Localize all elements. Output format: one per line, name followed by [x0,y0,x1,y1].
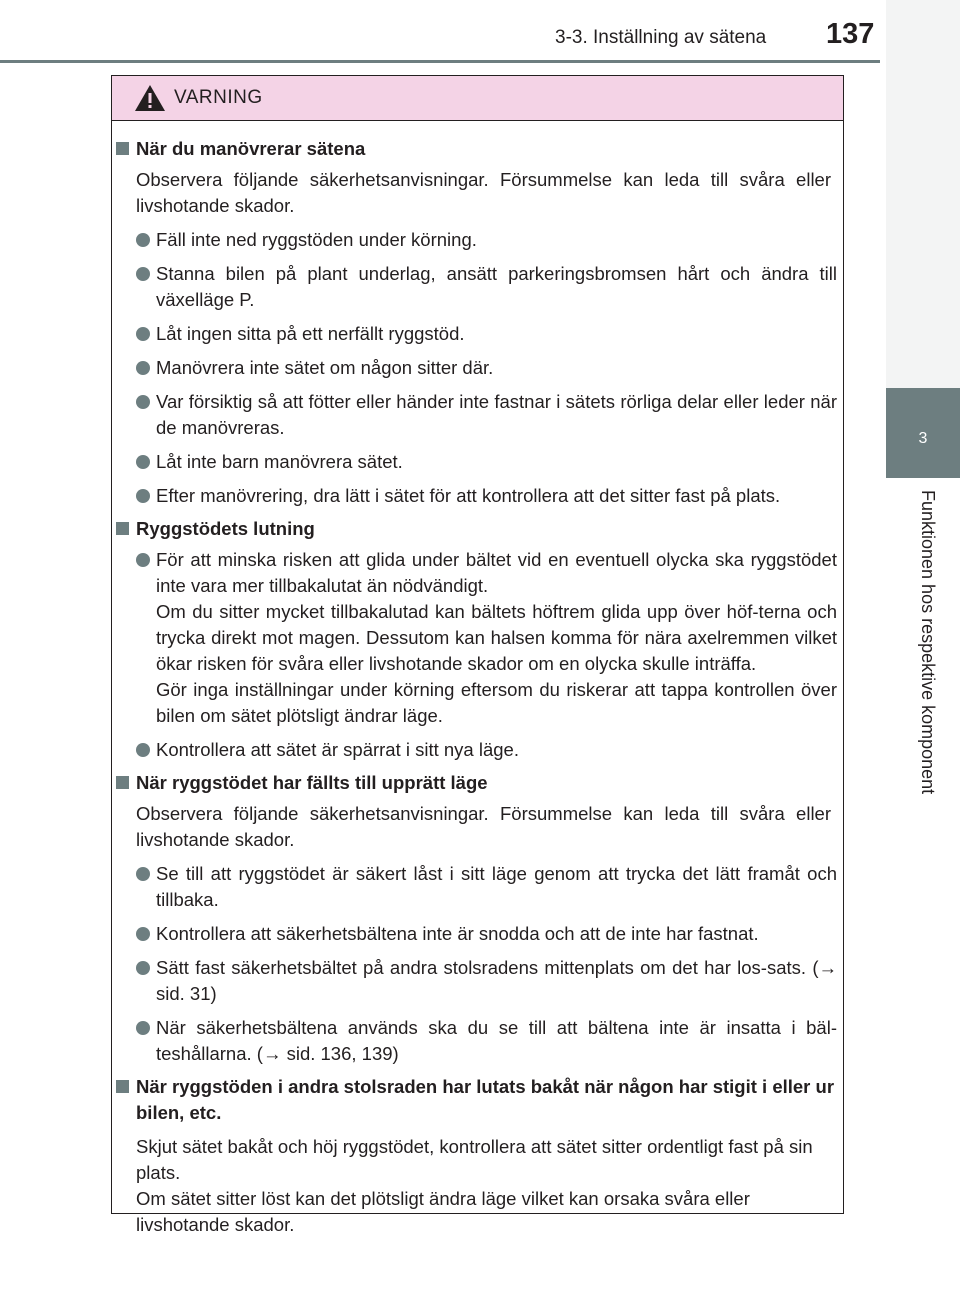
section-intro: Observera följande säkerhetsanvisningar. Försummelse kan leda till svåra eller livshotande skador. [136,803,831,850]
section-intro: Observera följande säkerhetsanvisningar. Försummelse kan leda till svåra eller livshotande skador. [136,169,831,216]
chapter-number: 3 [918,430,928,447]
square-bullet-icon [116,1080,129,1093]
side-tab-background [886,0,960,388]
round-bullet-icon [136,395,150,409]
square-bullet-icon [116,142,129,155]
section-heading: När du manövrerar sätena [112,136,837,162]
round-bullet-icon [136,267,150,281]
page-number: 137 [826,18,875,50]
warning-box [111,75,844,1235]
list-item: Se till att ryggstödet är säkert låst i sitt läge genom att trycka det lätt framåt och tillbaka. [112,861,837,913]
list-item: Manövrera inte sätet om någon sitter där. [112,355,837,381]
section-heading: När ryggstödet har fällts till upprätt läge [112,770,837,796]
round-bullet-icon [136,867,150,881]
warning-content [112,120,843,1238]
round-bullet-icon [136,553,150,567]
section-intro: Skjut sätet bakåt och höj ryggstödet, kontrollera att sätet sitter ordentligt fast på sin plats. Om sätet sitter löst kan det plötsligt ändra läge vilket kan orsaka svåra eller livshotande skador. [136,1136,813,1235]
square-bullet-icon [116,522,129,535]
section-title: 3-3. Inställning av sätena [555,27,767,48]
round-bullet-icon [136,927,150,941]
list-item: När säkerhetsbältena används ska du se till att bältena inte är insatta i bäl-teshållarna. (→ sid. 136, 139) [112,1015,837,1067]
header-rule [0,60,880,63]
list-item: Kontrollera att säkerhetsbältena inte är snodda och att de inte har fastnat. [112,921,837,947]
warning-title: VARNING [174,87,263,108]
section-heading: När ryggstöden i andra stolsraden har lutats bakåt när någon har stigit i eller ur bilen, etc. [112,1074,837,1126]
list-item: Stanna bilen på plant underlag, ansätt parkeringsbromsen hårt och ändra till växelläge P. [112,261,837,313]
list-item: Kontrollera att sätet är spärrat i sitt nya läge. [112,737,837,763]
round-bullet-icon [136,1021,150,1035]
round-bullet-icon [136,489,150,503]
list-item: Var försiktig så att fötter eller händer inte fastnar i sätets rörliga delar eller leder när de manövreras. [112,389,837,441]
round-bullet-icon [136,327,150,341]
square-bullet-icon [116,776,129,789]
section-heading: Ryggstödets lutning [112,516,837,542]
round-bullet-icon [136,361,150,375]
round-bullet-icon [136,455,150,469]
round-bullet-icon [136,961,150,975]
warning-header [112,76,843,121]
list-item: Sätt fast säkerhetsbältet på andra stolsradens mittenplats om det har los-sats. (→ sid. 31) [112,955,837,1007]
list-item: Låt ingen sitta på ett nerfällt ryggstöd. [112,321,837,347]
list-item: Efter manövrering, dra lätt i sätet för att kontrollera att det sitter fast på plats. [112,483,837,509]
list-item: Låt inte barn manövrera sätet. [112,449,837,475]
chapter-title: Funktionen hos respektive komponent [918,490,938,795]
round-bullet-icon [136,233,150,247]
warning-triangle-icon [134,84,166,112]
list-item: För att minska risken att glida under bältet vid en eventuell olycka ska ryggstödet inte vara mer tillbakalutat än nödvändigt. Om du sitter mycket tillbakalutad kan bältets höftrem glida upp över höf-terna och trycka direkt mot magen. Dessutom kan halsen komma för nära axelremmen vilket ökar risken för svåra eller livshotande skador om en olycka skulle inträffa. Gör inga inställningar under körning eftersom du riskerar att tappa kontrollen över bilen om sätet plötsligt ändrar läge. [112,547,837,729]
list-item: Fäll inte ned ryggstöden under körning. [112,227,837,253]
round-bullet-icon [136,743,150,757]
